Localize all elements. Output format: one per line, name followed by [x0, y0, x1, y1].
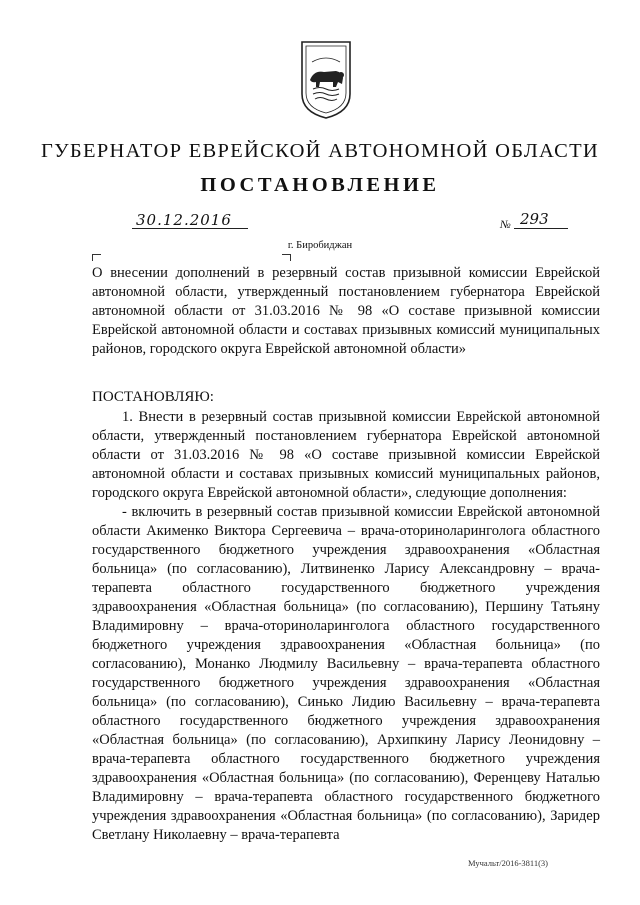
document-number: 293 — [520, 210, 549, 228]
issuer-heading: ГУБЕРНАТОР ЕВРЕЙСКОЙ АВТОНОМНОЙ ОБЛАСТИ — [40, 140, 600, 162]
subject-bracket-right — [282, 254, 291, 261]
document-type-title: ПОСТАНОВЛЕНИЕ — [200, 174, 440, 196]
paragraph-1: 1. Внести в резервный состав призывной комиссии Еврейской автономной области, утвержденный постановлением губернатора Еврейской автономной области от 31.03.2016 № 98 «О составе призывной комиссии Еврейской автономной области и составах призывных комиссий муниципальных районов, городского округа Еврейской автономной области», следующие дополнения: — [92, 409, 600, 501]
city-name: г. Биробиджан — [287, 240, 353, 251]
document-footer-code: Мучальт/2016-3811(3) — [468, 858, 549, 868]
coat-of-arms-emblem — [298, 36, 354, 120]
date-underline — [132, 228, 248, 229]
document-subject: О внесении дополнений в резервный состав призывной комиссии Еврейской автономной области, утвержденный постановлением губернатора Еврейской автономной области от 31.03.2016 № 98 «О составе призывной комиссии Еврейской автономной области и составах призывных комиссий муниципальных районов, городского округа Еврейской автономной области» — [92, 265, 600, 357]
paragraph-2: - включить в резервный состав призывной комиссии Еврейской автономной области Акименко Виктора Сергеевича – врача-оториноларинголога областного государственного бюджетного учреждения здравоохранения «Областная больница» (по согласованию), Литвиненко Ларису Александровну – врача-терапевта областного государственного бюджетного учреждения здравоохранения «Областная больница» (по согласованию), Першину Татьяну Владимировну – врача-оториноларинголога областного государственного бюджетного учреждения здравоохранения «Областная больница» (по согласованию), Монанко Людмилу Васильевну – врача-терапевта областного государственного бюджетного учреждения здравоохранения «Областная больница» (по согласованию), Синько Лидию Васильевну – врача-терапевта областного государственного бюджетного учреждения здравоохранения «Областная больница» (по согласованию), Архипкину Ларису Леонидовну – врача-терапевта областного государственного бюджетного учреждения здравоохранения «Областная больница» (по согласованию), Ференцеву Наталью Владимировну – врача-терапевта областного государственного бюджетного учреждения здравоохранения «Областная больница» (по согласованию), Заридер Светлану Николаевну – врача-терапевта — [92, 504, 600, 843]
document-date: 30.12.2016 — [136, 211, 232, 229]
subject-bracket-left — [92, 254, 101, 261]
number-underline — [514, 228, 568, 229]
document-body — [92, 408, 600, 845]
number-label: № — [500, 219, 511, 231]
decree-word: ПОСТАНОВЛЯЮ: — [92, 389, 214, 405]
